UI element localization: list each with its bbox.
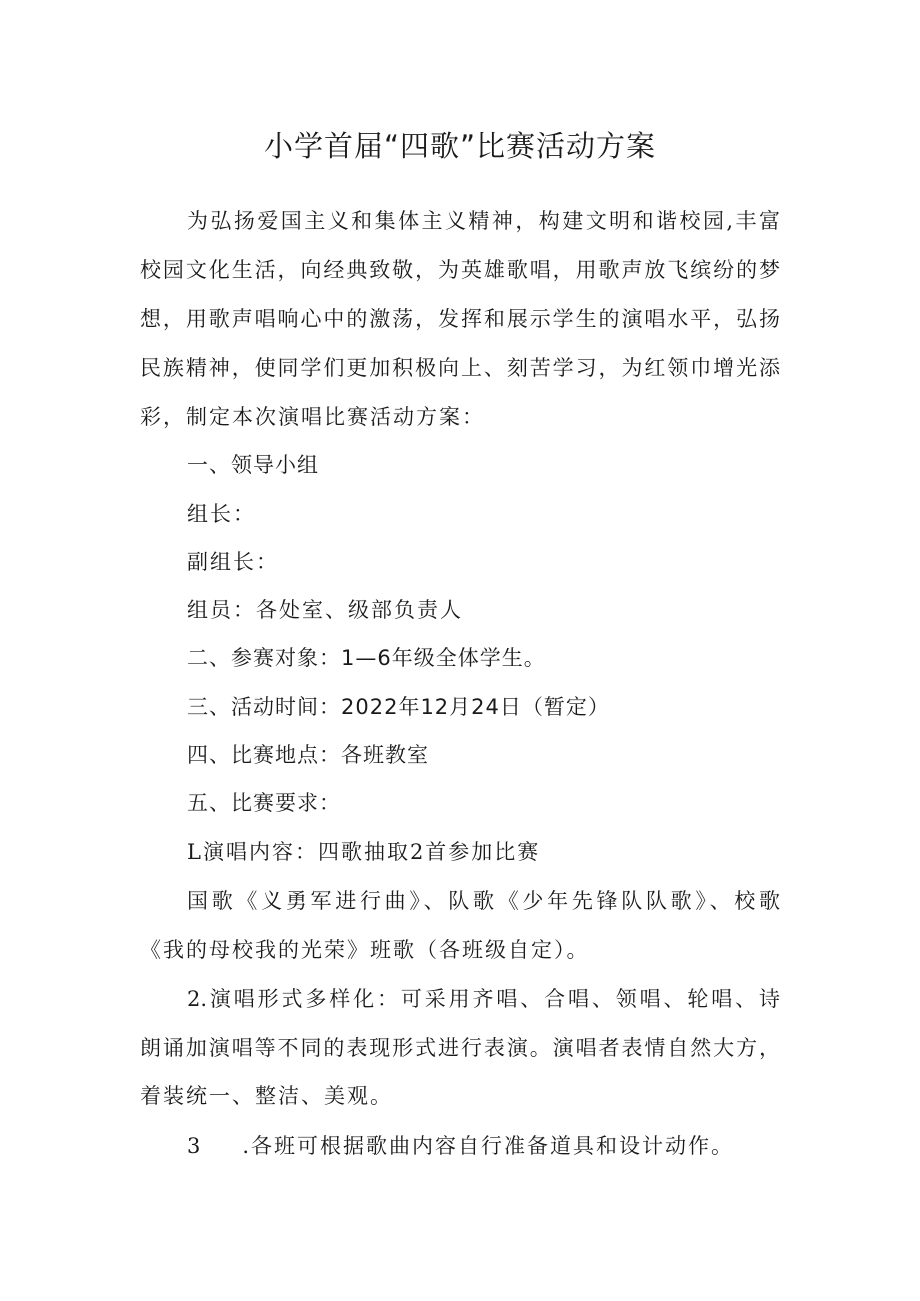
deputy-leader-line: 副组长： — [187, 550, 279, 574]
intro-line-4: 民族精神，使同学们更加积极向上、刻苦学习，为红领巾增光添 — [140, 356, 780, 380]
requirement-item-3-number: 3 — [187, 1134, 203, 1158]
section-2-heading: 二、参赛对象：1—6年级全体学生。 — [187, 646, 546, 670]
intro-line-1: 为弘扬爱国主义和集体主义精神，构建文明和谐校园,丰富 — [187, 209, 780, 233]
requirement-item-3 — [187, 1131, 780, 1161]
intro-line-5: 彩，制定本次演唱比赛活动方案： — [140, 405, 485, 429]
section-1-heading: 一、领导小组 — [187, 453, 319, 477]
leader-line: 组长： — [187, 502, 256, 526]
members-line: 组员：各处室、级部负责人 — [187, 598, 463, 622]
requirement-item-2-line-2: 朗诵加演唱等不同的表现形式进行表演。演唱者表情自然大方， — [140, 1036, 780, 1060]
intro-line-3: 想，用歌声唱响心中的激荡，发挥和展示学生的演唱水平，弘扬 — [140, 307, 780, 331]
section-3-heading: 三、活动时间：2022年12月24日（暂定） — [187, 695, 610, 719]
requirement-item-3-text: .各班可根据歌曲内容自行准备道具和设计动作。 — [242, 1134, 735, 1158]
songs-line-2: 《我的母校我的光荣》班歌（各班级自定）。 — [140, 938, 590, 962]
songs-line-1: 国歌《义勇军进行曲》、队歌《少年先锋队队歌》、校歌 — [187, 889, 780, 913]
requirement-item-2-line-1: 2.演唱形式多样化：可采用齐唱、合唱、领唱、轮唱、诗 — [187, 987, 780, 1011]
requirement-item-2-line-3: 着装统一、整洁、美观。 — [140, 1084, 393, 1108]
requirement-item-1: L演唱内容：四歌抽取2首参加比赛 — [187, 840, 541, 864]
intro-line-2: 校园文化生活，向经典致敬，为英雄歌唱，用歌声放飞缤纷的梦 — [140, 258, 780, 282]
document-title: 小学首届“四歌”比赛活动方案 — [263, 129, 657, 163]
section-5-heading: 五、比赛要求： — [187, 791, 341, 815]
section-4-heading: 四、比赛地点：各班教室 — [187, 743, 429, 767]
